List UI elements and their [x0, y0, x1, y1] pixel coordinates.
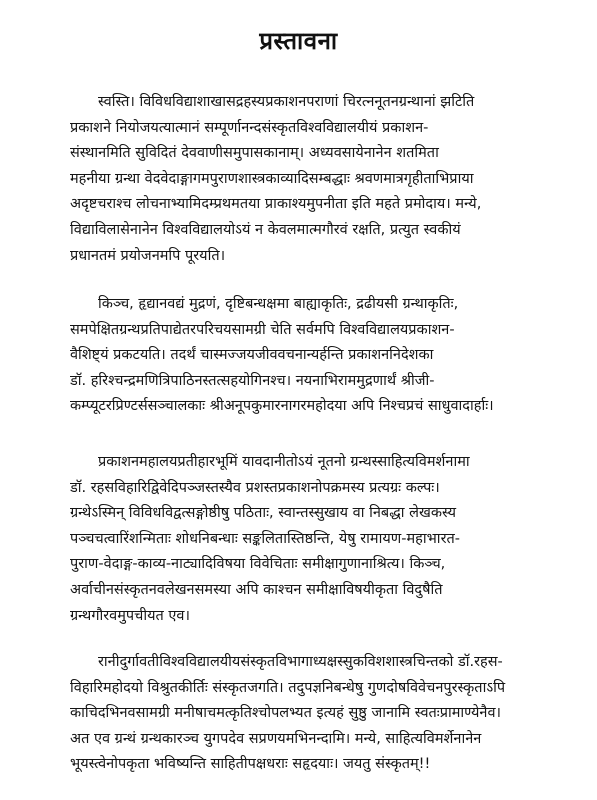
- paragraph-line: महनीया ग्रन्था वेदवेदाङ्गागमपुराणशास्त्रकाव्यादिसम्बद्धाः श्रवणमात्रगृहीताभिप्राया: [70, 170, 474, 187]
- paragraph-line: अर्वाचीनसंस्कृतनवलेखनसमस्या अपि काश्चन समीक्षाविषयीकृता विदुषैति: [70, 581, 443, 598]
- paragraph-line: रानीदुर्गावतीविश्वविद्यालयीयसंस्कृतविभागाध्यक्षस्सुकविशशास्त्रचिन्तको डॉ.रहस-: [98, 654, 503, 670]
- paragraph-line: प्रकाशने नियोजयत्यात्मानं सम्पूर्णानन्दसंस्कृतविश्वविद्यालयीयं प्रकाशन-: [70, 119, 429, 136]
- paragraph-1: [70, 90, 582, 269]
- paragraph-2: [70, 292, 582, 420]
- paragraph-line: डॉ. रहसविहारिद्विवेदिपञ्जस्तस्यैव प्रशस्तप्रकाशनोपक्रमस्य प्रत्यग्रः कल्पः।: [70, 479, 440, 496]
- paragraph-line: अत एव ग्रन्थं ग्रन्थकारञ्च युगपदेव सप्रणयमभिनन्दामि। मन्ये, साहित्यविमर्शेनानेन: [70, 730, 482, 747]
- paragraph-line: विहारिमहोदयो विश्रुतकीर्तिः संस्कृतजगति। तदुपज्ञनिबन्धेषु गुणदोषविवेचनपुरस्कृताऽपि: [70, 679, 506, 696]
- paragraph-line: अदृष्टचराश्च लोचनाभ्यामिदम्प्रथमतया प्राकाश्यमुपनीता इति महते प्रमोदाय। मन्ये,: [70, 196, 482, 213]
- paragraph-line: ग्रन्थेऽस्मिन् विविधविद्वत्सङ्गोष्ठीषु पठिताः, स्वान्तस्सुखाय वा निबद्धा लेखकस्य: [70, 505, 457, 522]
- paragraph-line: कम्प्यूटरप्रिण्टर्ससञ्चालकाः श्रीअनूपकुमारनागरमहोदया अपि निश्चप्रचं साधुवादार्हाः।: [70, 398, 494, 415]
- paragraph-line: समपेक्षितग्रन्थप्रतिपाद्येतरपरिचयसामग्री चेति सर्वमपि विश्वविद्यालयप्रकाशन-: [70, 321, 455, 338]
- paragraph-line: भूयस्त्वेनोपकृता भविष्यन्ति साहितीपक्षधराः सहृदयाः। जयतु संस्कृतम्!!: [70, 756, 431, 773]
- paragraph-line: वैशिष्ट्यं प्रकटयति। तदर्थं चास्मज्जयजीववचनान्यर्हन्ति प्रकाशननिदेशका: [70, 347, 434, 364]
- paragraph-line: प्रधानतमं प्रयोजनमपि पूरयति।: [70, 247, 226, 264]
- paragraph-line: संस्थानमिति सुविदितं देववाणीसमुपासकानाम्। अध्यवसायेनानेन शतमिता: [70, 145, 439, 162]
- paragraph-line: काचिदभिनवसामग्री मनीषाचमत्कृतिश्चोपलभ्यत इत्यहं सुष्ठु जानामि स्वतःप्रामाण्येनैव।: [70, 705, 502, 722]
- paragraph-line: विद्याविलासेनानेन विश्वविद्यालयोऽयं न केवलमात्मगौरवं रक्षति, प्रत्युत स्वकीयं: [70, 221, 461, 238]
- paragraph-line: स्वस्ति। विविधविद्याशाखासद्रहस्यप्रकाशनपराणां चिरत्ननूतनग्रन्थानां झटिति: [98, 94, 475, 110]
- paragraph-4: [70, 650, 582, 778]
- page-title: प्रस्तावना: [259, 27, 338, 55]
- paragraph-line: प्रकाशनमहालयप्रतीहारभूमिं यावदानीतोऽयं नूतनो ग्रन्थस्साहित्यविमर्शनामा: [98, 454, 470, 470]
- paragraph-line: पुराण-वेदाङ्ग-काव्य-नाट्यादिविषया विवेचिताः समीक्षागुणानाश्रित्य। किञ्च,: [70, 556, 446, 573]
- paragraph-line: पञ्चचत्वारिंशन्मिताः शोधनिबन्धाः सङ्कलितास्तिष्ठन्ति, येषु रामायण-महाभारत-: [70, 530, 460, 547]
- paragraph-line: डॉ. हरिश्चन्द्रमणित्रिपाठिनस्तत्सहयोगिनश्च। नयनाभिराममुद्रणार्थं श्रीजी-: [70, 372, 435, 389]
- paragraph-3: [70, 450, 582, 629]
- paragraph-line: ग्रन्थगौरवमुपचीयत एव।: [70, 607, 190, 624]
- paragraph-line: किञ्च, हृद्यानवद्यं मुद्रणं, दृष्टिबन्धक्षमा बाह्याकृतिः, द्रढीयसी ग्रन्थाकृतिः,: [98, 296, 459, 312]
